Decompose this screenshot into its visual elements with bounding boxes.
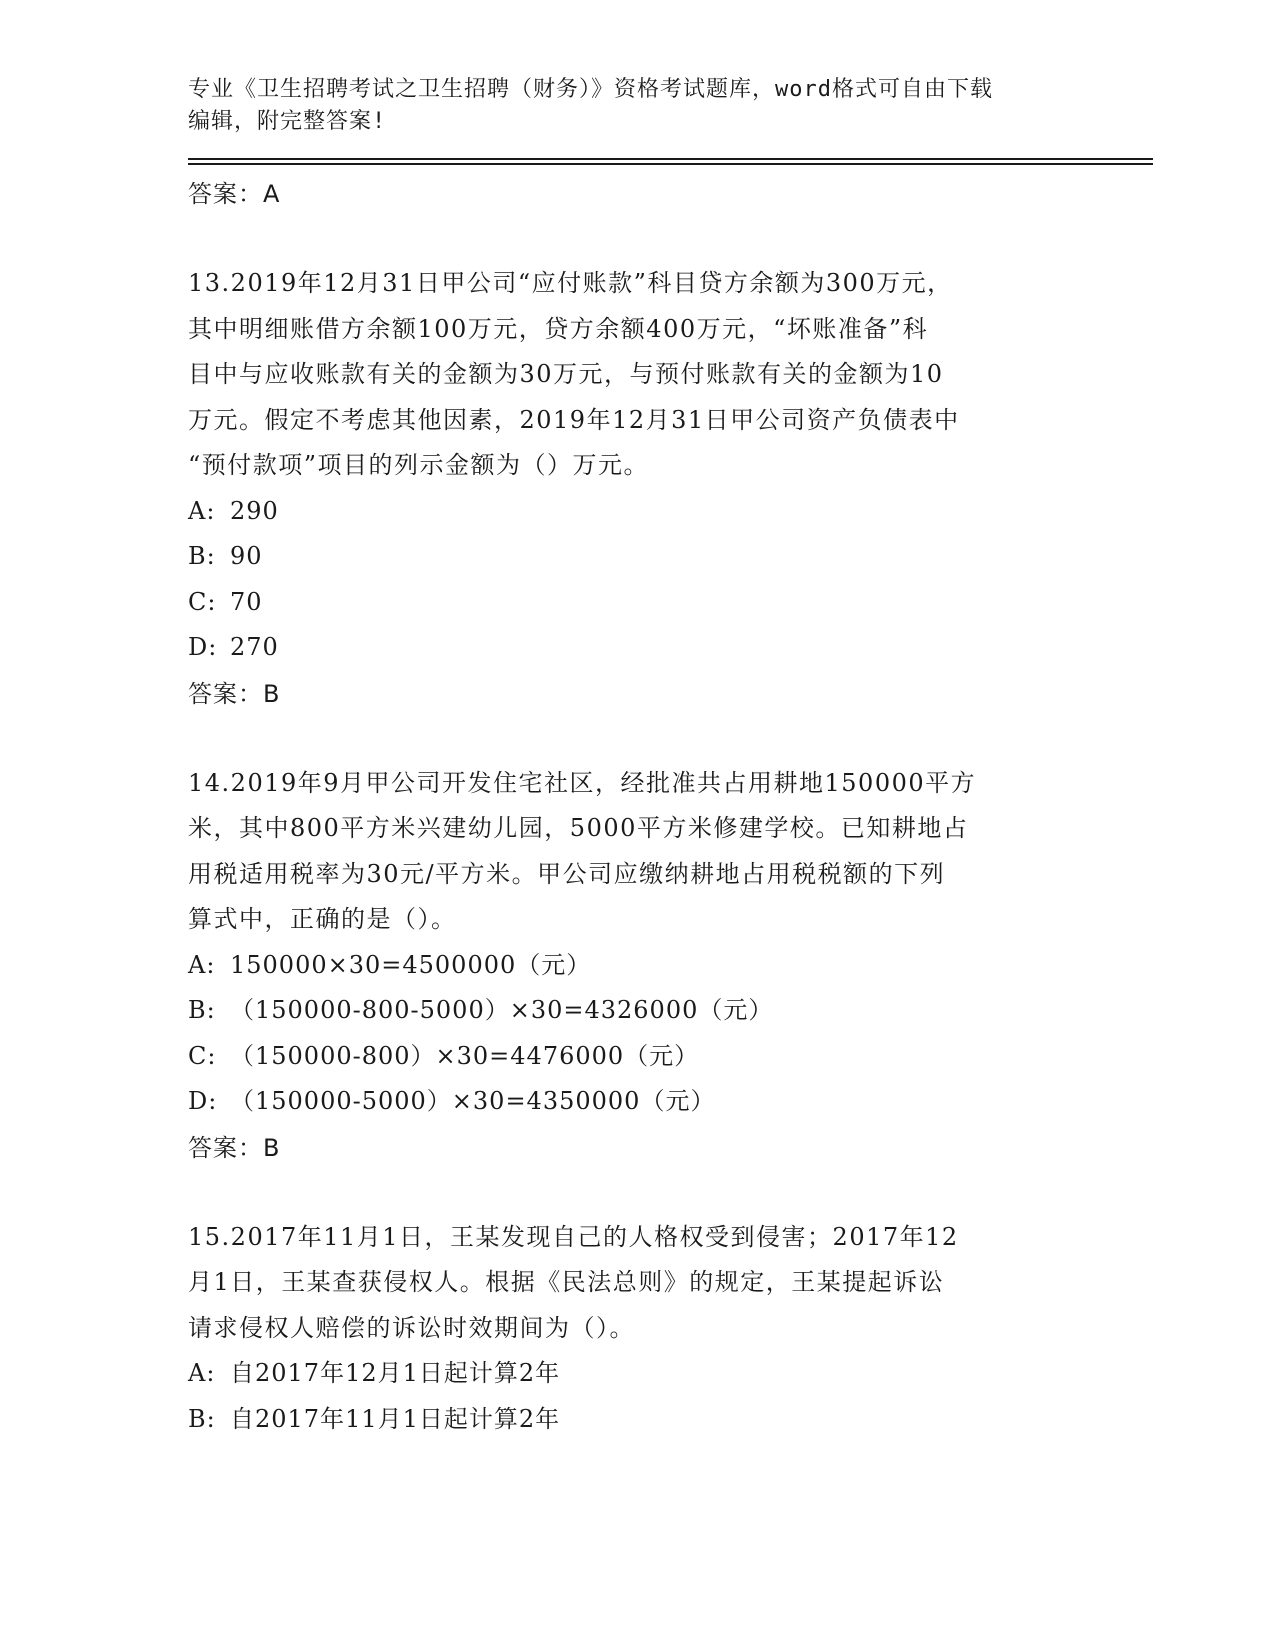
- option-text: （150000-5000）×30=4350000（元）: [230, 1087, 716, 1115]
- option-text: 150000×30=4500000（元）: [230, 950, 592, 979]
- option-text: （150000-800-5000）×30=4326000（元）: [230, 996, 774, 1024]
- option-key: D:: [188, 1087, 218, 1115]
- option-text: （150000-800）×30=4476000（元）: [230, 1041, 700, 1070]
- option-d: [188, 1079, 1068, 1125]
- option-c: [188, 1034, 1068, 1080]
- option-key: D:: [188, 633, 218, 661]
- question-text: 13.2019年12月31日甲公司“应付账款”科目贷方余额为300万元， 其中明细账借方余额100万元，贷方余额400万元，“坏账准备”科 目中与应收账款有关的金额为30万元，与预付账款有关的金额为10 万元。假定不考虑其他因素，2019年12月31日甲公司资产负债表中 “预付款项”项目的列示金额为（）万元。: [188, 269, 960, 479]
- question-text: 15.2017年11月1日，王某发现自己的人格权受到侵害；2017年12 月1日，王某查获侵权人。根据《民法总则》的规定，王某提起诉讼 请求侵权人赔偿的诉讼时效期间为（）。: [188, 1222, 959, 1342]
- option-a: [188, 489, 1068, 535]
- option-text: 290: [230, 496, 279, 525]
- question-text: 14.2019年9月甲公司开发住宅社区，经批准共占用耕地150000平方 米，其中800平方米兴建幼儿园，5000平方米修建学校。已知耕地占 用税适用税率为30元/平方米。甲公司应缴纳耕地占用税税额的下列 算式中，正确的是（）。: [188, 768, 977, 933]
- previous-answer: 答案：A: [188, 180, 281, 208]
- option-text: 70: [230, 587, 263, 616]
- option-key: B:: [188, 996, 216, 1024]
- option-a: [188, 1351, 1068, 1397]
- option-text: 270: [230, 633, 279, 661]
- option-text: 自2017年12月1日起计算2年: [230, 1359, 561, 1387]
- option-d: [188, 625, 1068, 671]
- document-header-line-1: 专业《卫生招聘考试之卫生招聘（财务）》资格考试题库，word格式可自由下载: [188, 77, 993, 102]
- option-key: C:: [188, 587, 217, 616]
- answer-13: 答案：B: [188, 679, 281, 708]
- option-b: [188, 534, 1068, 580]
- option-b: [188, 1397, 1068, 1443]
- answer-14: 答案：B: [188, 1133, 281, 1162]
- question-13: [188, 261, 1068, 717]
- option-key: A:: [188, 1359, 216, 1387]
- option-text: 自2017年11月1日起计算2年: [230, 1404, 561, 1433]
- question-14: [188, 761, 1068, 1171]
- option-c: [188, 580, 1068, 626]
- question-15: [188, 1215, 1068, 1443]
- option-key: C:: [188, 1041, 217, 1070]
- option-a: [188, 943, 1068, 989]
- option-key: A:: [188, 496, 216, 525]
- document-page: [188, 74, 1068, 1442]
- option-key: B:: [188, 1404, 216, 1433]
- option-b: [188, 988, 1068, 1034]
- header-divider: [188, 158, 1153, 165]
- option-key: A:: [188, 950, 216, 979]
- option-key: B:: [188, 542, 216, 570]
- option-text: 90: [230, 542, 263, 570]
- document-header-line-2: 编辑，附完整答案!: [188, 109, 387, 134]
